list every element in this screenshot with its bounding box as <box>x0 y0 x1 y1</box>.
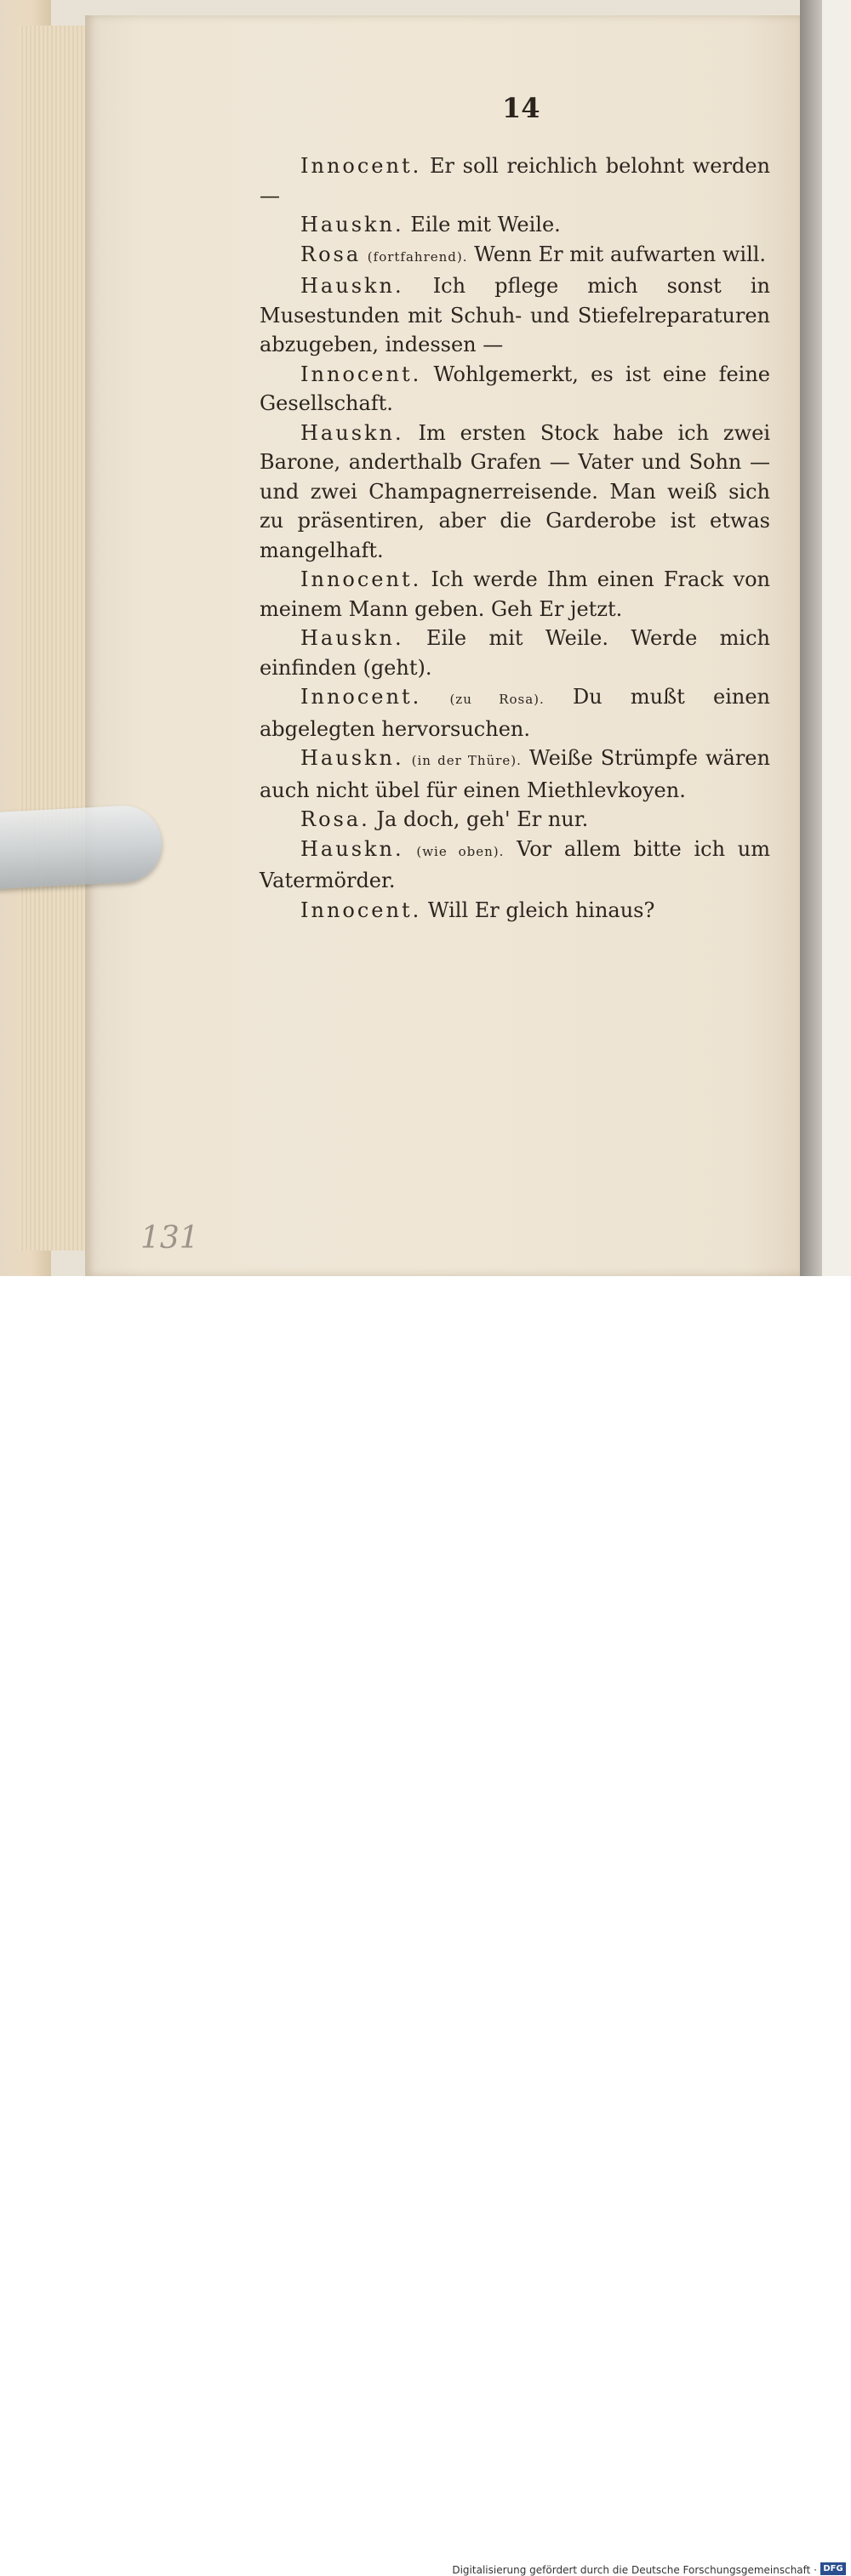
dialogue-line <box>260 805 770 835</box>
scan-margin <box>822 0 851 1276</box>
dialogue-line <box>260 210 770 240</box>
stage-direction: (zu Rosa). <box>449 692 545 707</box>
speech-text: Du mußt einen abgelegten hervorsuchen. <box>260 685 771 741</box>
speaker-name: Innocent. <box>300 362 422 386</box>
speech-text: Wohlgemerkt, es ist eine feine Gesellschaft. <box>260 362 770 415</box>
dialogue-line <box>260 835 770 896</box>
speech-text: Eile mit Weile. <box>410 213 561 237</box>
dialogue-line <box>260 360 770 419</box>
play-text <box>260 151 770 925</box>
handwritten-shelfmark: 131 <box>140 1221 199 1256</box>
dfg-logo: DFG <box>820 2562 846 2575</box>
speech-text: Ich pflege mich sonst in Musestunden mit Schuh- und Stiefelreparaturen abzugeben, indessen — <box>260 274 770 356</box>
speaker-name: Innocent. <box>300 685 422 709</box>
speaker-name: Innocent. <box>300 154 422 178</box>
speaker-name: Rosa <box>300 242 362 266</box>
glass-page-clamp <box>0 804 163 889</box>
dialogue-line <box>260 151 770 210</box>
speaker-name: Hauskn. <box>300 274 404 298</box>
stage-direction: (wie oben). <box>416 843 505 859</box>
speech-text: Er soll reichlich belohnt werden— <box>260 154 770 208</box>
page-number: 14 <box>502 92 540 124</box>
dialogue-line <box>260 744 770 805</box>
dialogue-line <box>260 419 770 566</box>
dialogue-line <box>260 682 770 744</box>
dialogue-line <box>260 624 770 682</box>
speech-text: Wenn Er mit aufwarten will. <box>474 242 767 266</box>
speaker-name: Hauskn. <box>300 746 404 770</box>
dialogue-line <box>260 896 770 926</box>
speaker-name: Hauskn. <box>300 420 404 445</box>
speech-text: Im ersten Stock habe ich zwei Barone, anderthalb Grafen — Vater und Sohn — und zwei Champagnerreisende. Man weiß sich zu präsentiren, aber die Garderobe ist etwas mangelhaft. <box>260 420 770 562</box>
dialogue-line <box>260 240 770 272</box>
speaker-name: Rosa. <box>300 807 370 831</box>
page-edges <box>19 26 94 1251</box>
speech-text: Ja doch, geh' Er nur. <box>376 807 589 831</box>
dialogue-line <box>260 271 770 360</box>
stage-direction: (in der Thüre). <box>411 753 522 768</box>
speech-text: Ich werde Ihm einen Frack von meinem Mann geben. Geh Er jetzt. <box>260 567 770 621</box>
speech-text: Eile mit Weile. Werde mich einfinden (geht). <box>260 626 770 680</box>
speaker-name: Hauskn. <box>300 213 404 237</box>
speaker-name: Hauskn. <box>300 626 404 650</box>
stage-direction: (fortfahrend). <box>367 248 468 265</box>
speaker-name: Hauskn. <box>300 836 404 861</box>
speaker-name: Innocent. <box>300 898 422 922</box>
footer-bar <box>0 1276 851 2576</box>
funding-credit: Digitalisierung gefördert durch die Deutsche Forschungsgemeinschaft · <box>452 2564 817 2576</box>
speech-text: Will Er gleich hinaus? <box>427 898 655 922</box>
speech-text: Vor allem bitte ich um Vatermörder. <box>260 836 770 892</box>
speech-text: Weiße Strümpfe wären auch nicht übel für einen Miethlevkoyen. <box>260 746 770 802</box>
dialogue-line <box>260 565 770 624</box>
speaker-name: Innocent. <box>300 567 422 591</box>
